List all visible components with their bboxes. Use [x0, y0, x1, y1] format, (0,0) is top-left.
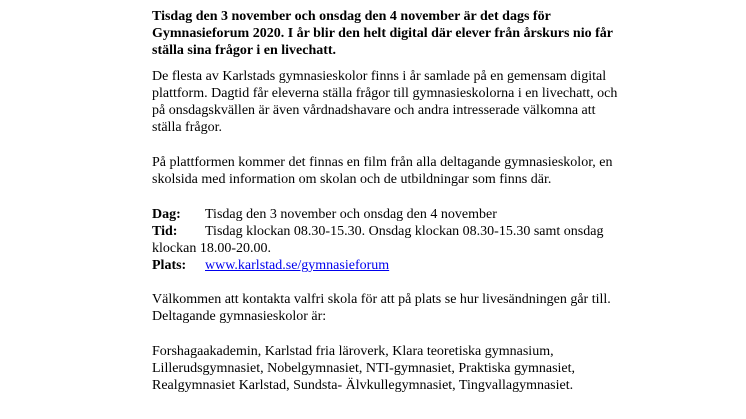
time-label: Tid:: [152, 224, 178, 239]
gymnasieforum-link[interactable]: www.karlstad.se/gymnasieforum: [205, 258, 390, 273]
platform-paragraph: På plattformen kommer det finnas en film från alla deltagande gymnasieskolor, en skolsida med information om skolan och de utbildningar som finns där.: [152, 155, 613, 187]
contact-paragraph: Välkommen att kontakta valfri skola för att på plats se hur livesändningen går till. Deltagande gymnasieskolor är:: [152, 292, 611, 324]
day-label: Dag:: [152, 207, 181, 222]
time-value: Tisdag klockan 08.30-15.30. Onsdag klockan 08.30-15.30 samt onsdag klockan 18.00-20.00.: [152, 224, 604, 256]
day-value: Tisdag den 3 november och onsdag den 4 november: [205, 207, 497, 222]
schools-paragraph: Forshagaakademin, Karlstad fria läroverk, Klara teoretiska gymnasium, Lillerudsgymnasiet, Nobelgymnasiet, NTI-gymnasiet, Praktiska gymnasiet, Realgymnasiet Karlstad, Sundsta- Älvkullegymnasiet, Tingvallagymnasiet.: [152, 344, 576, 393]
day-row: [152, 206, 622, 223]
document-page: [152, 8, 622, 394]
lead-paragraph: Tisdag den 3 november och onsdag den 4 november är det dags för Gymnasieforum 2020. I år blir den helt digital där elever från årskurs nio får ställa sina frågor i en livechatt.: [152, 9, 613, 58]
place-label: Plats:: [152, 258, 187, 273]
intro-paragraph: De flesta av Karlstads gymnasieskolor finns i år samlade på en gemensam digital plattform. Dagtid får eleverna ställa frågor till gymnasieskolorna i en livechatt, och på onsdagskvällen är även vårdnadshavare och andra intresserade välkomna att ställa frågor.: [152, 69, 618, 135]
place-row: [152, 257, 622, 274]
event-info: [152, 206, 622, 274]
time-row: [152, 223, 622, 257]
